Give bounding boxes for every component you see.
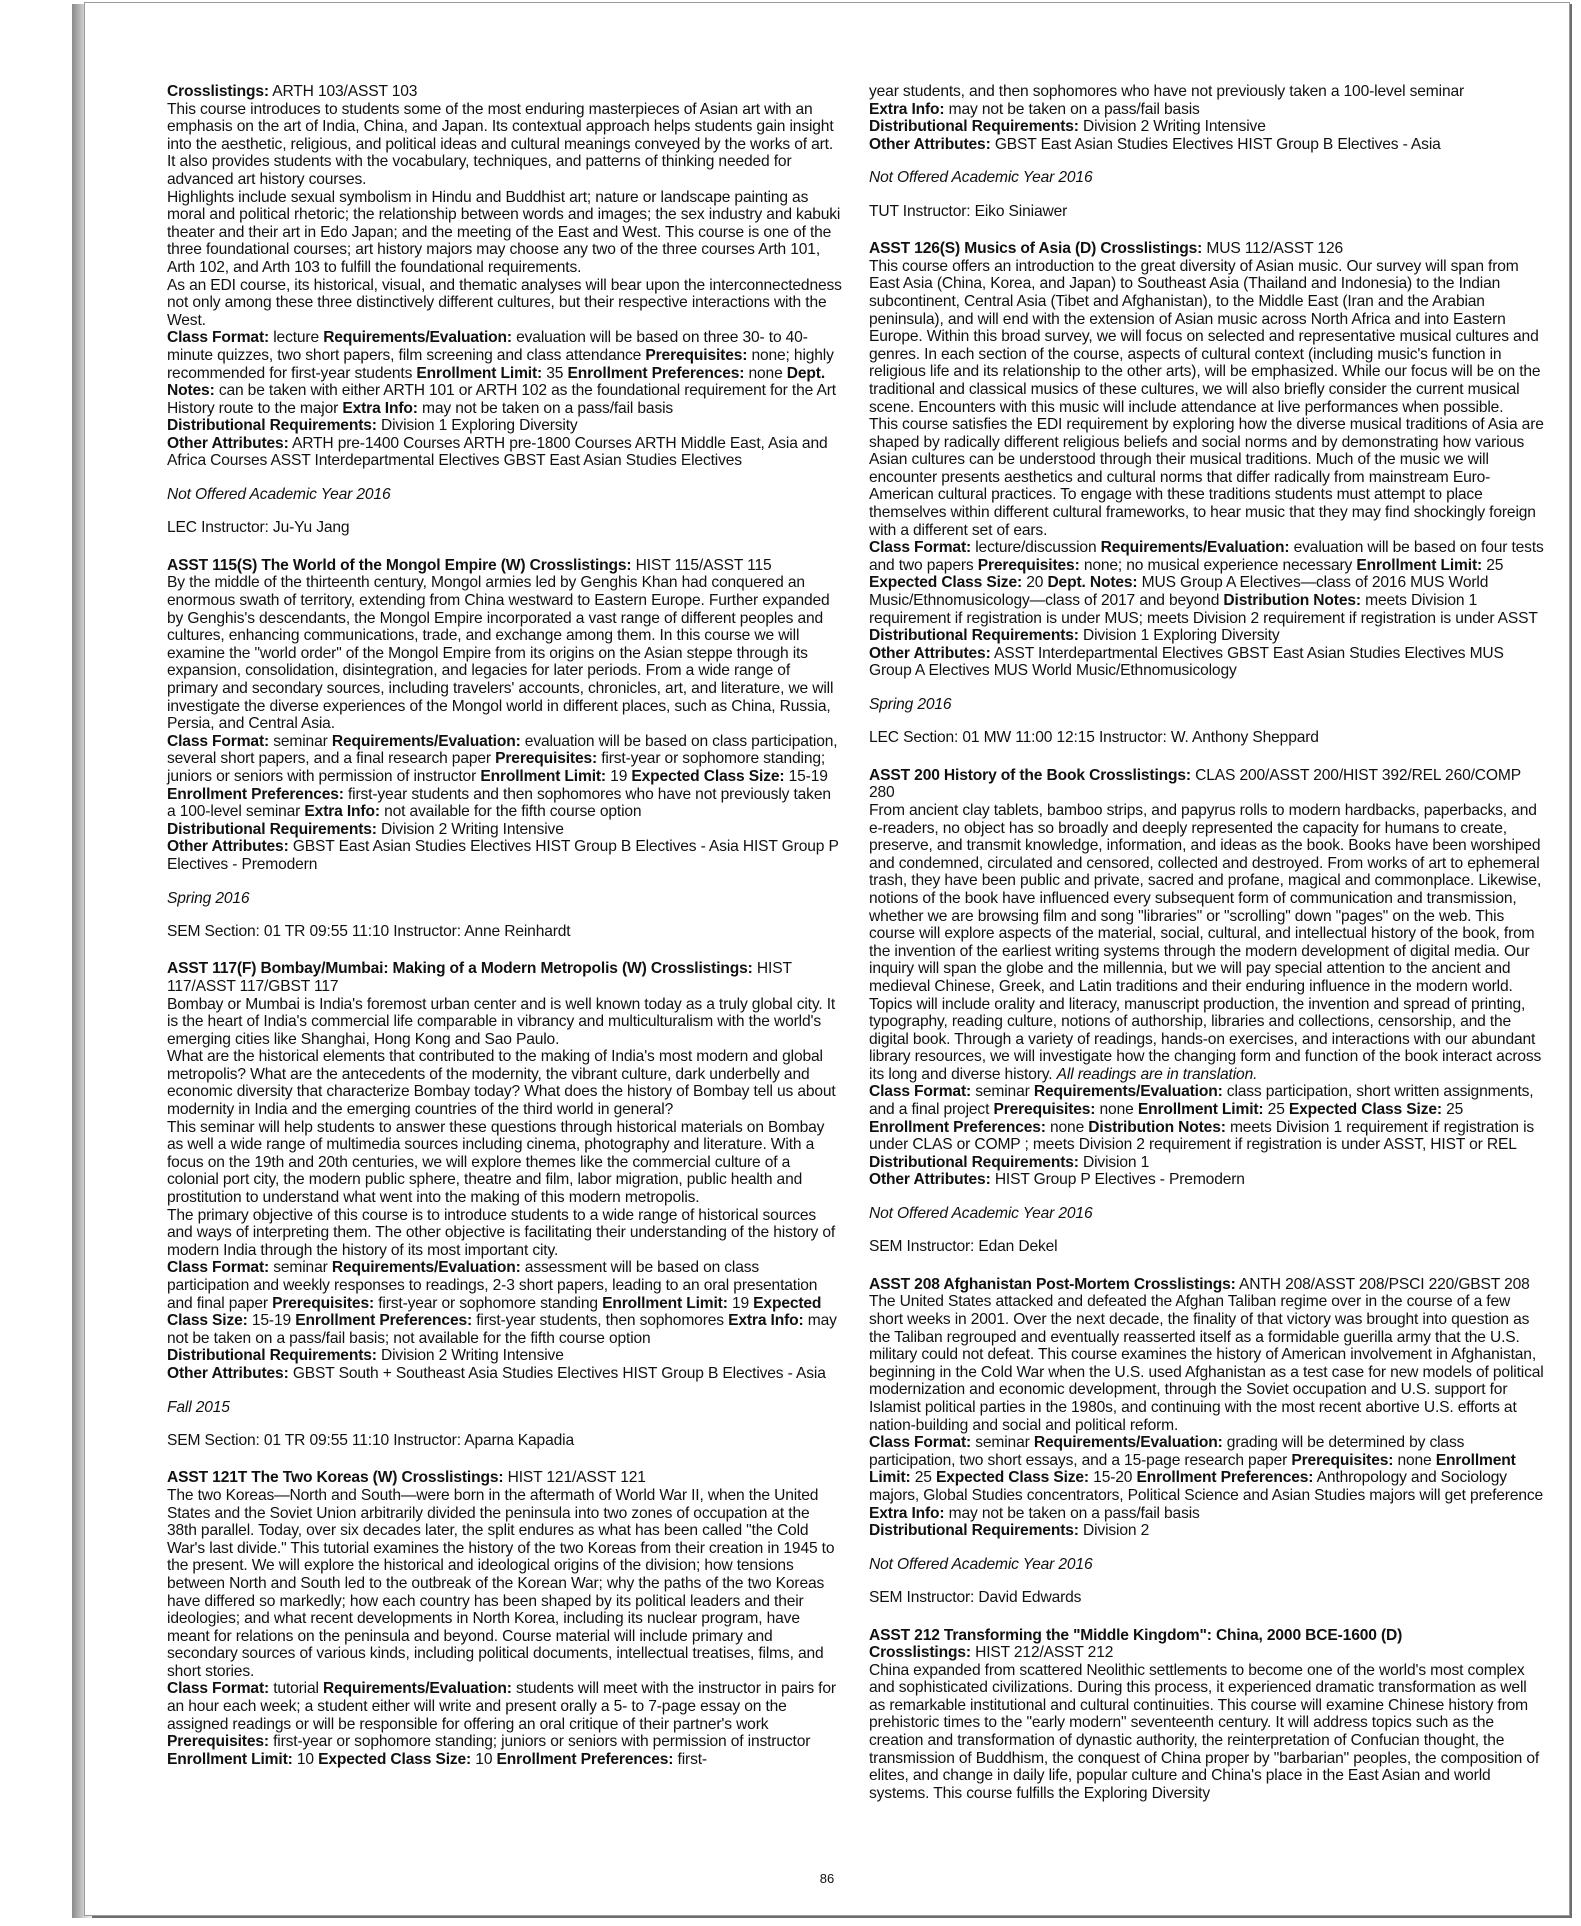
other-attributes: Other Attributes: HIST Group P Electives - Premodern xyxy=(869,1171,1245,1189)
course-details: Class Format: lecture Requirements/Evaluation: evaluation will be based on three 30- to 40-minute quizzes, two short papers, film screening and class attendance Prerequisites: none; highly recommended for first-year students Enrollment Limit: 35 Enrollment Preferences: none Dept. Notes: can be taken with either ARTH 101 or ARTH 102 as the foundational requirement for the Art History route to the major Extra Info: may not be taken on a pass/fail basis xyxy=(167,329,836,417)
course-schedule xyxy=(869,696,1545,747)
course-details: Class Format: seminar Requirements/Evaluation: assessment will be based on class participation and weekly responses to readings, 2-3 short papers, leading to an oral presentation and final paper Prerequisites: first-year or sophomore standing Enrollment Limit: 19 Expected Class Size: 15-19 Enrollment Preferences: first-year students, then sophomores Extra Info: may not be taken on a pass/fail basis; not available for the fifth course option xyxy=(167,1259,837,1347)
section-info: LEC Section: 01 MW 11:00 12:15 Instructor: W. Anthony Sheppard xyxy=(869,729,1319,747)
distributional-requirements: Distributional Requirements: Division 2 xyxy=(869,1522,1150,1540)
course-description: As an EDI course, its historical, visual, and thematic analyses will bear upon the interconnectedness not only among these three distinctively different cultures, but their respective interactions with the West. xyxy=(167,276,842,329)
distributional-requirements: Distributional Requirements: Division 1 Exploring Diversity xyxy=(167,417,578,435)
course-description: From ancient clay tablets, bamboo strips, and papyrus rolls to modern hardbacks, paperbacks, and e-readers, no object has so broadly and deeply represented the capacity for humans to create, preserve, and transmit knowledge, information, and ideas as the book. Books have been worshiped and condemned, circulated and censored, collected and destroyed. From works of art to ephemeral trash, they have been public and private, sacred and profane, magical and commonplace. Likewise, notions of the book have influenced every subsequent form of communication and transmission, whether we are browsing film and song "libraries" or "scrolling" down "pages" on the web. This course will explore aspects of the material, social, cultural, and intellectual history of the book, from the invention of the earliest writing systems through the modern development of digital media. Our inquiry will span the globe and the millennia, but we will pay special attention to the ancient and medieval Chinese, Greek, and Latin traditions and their enduring influence in the modern world. Topics will include orality and literacy, manuscript production, the invention and spread of printing, typography, reading culture, notions of authorship, libraries and collections, censorship, and the digital book. Through a variety of readings, hands-on exercises, and interactions with our abundant library resources, we will investigate how the changing form and function of the book interact across its long and diverse history. All readings are in translation. xyxy=(869,801,1542,1083)
course-asst208: ASST 208 Afghanistan Post-Mortem Crosslistings: ANTH 208/ASST 208/PSCI 220/GBST 208 The United States attacked and defeated the Afghan Taliban regime over in the course of a few short weeks in 2001. Over the next decade, the finality of that victory was brought into question as the Taliban regrouped and eventually reasserted itself as a formidable guerilla army that the U.S. military could not defeat. This course examines the history of American involvement in Afghanistan, beginning in the Cold War when the U.S. used Afghanistan as a test case for new models of political modernization and economic development, through the Soviet occupation and U.S. support for Islamist political parties in the 1980s, and continuing with the most recent abortive U.S. efforts at nation-building and social and political reform. Class Format: seminar Requirements/Evaluation: grading will be determined by class participation, two short essays, and a 15-page research paper Prerequisites: none Enrollment Limit: 25 Expected Class Size: 15-20 Enrollment Preferences: Anthropology and Sociology majors, Global Studies concentrators, Political Science and Asian Studies majors will get preference Extra Info: may not be taken on a pass/fail basis Distributional Requirements: Division 2 xyxy=(869,1275,1544,1540)
other-attributes: Other Attributes: ASST Interdepartmental Electives GBST East Asian Studies Electives MUS Group A Electives MUS World Music/Ethnomusicology xyxy=(869,644,1504,680)
course-details: Class Format: seminar Requirements/Evaluation: class participation, short written assignments, and a final project Prerequisites: none Enrollment Limit: 25 Expected Class Size: 25 Enrollment Preferences: none Distribution Notes: meets Division 1 requirement if registration is under CLAS or COMP ; meets Division 2 requirement if registration is under ASST, HIST or REL xyxy=(869,1083,1535,1154)
course-details: Class Format: seminar Requirements/Evaluation: evaluation will be based on class participation, several short papers, and a final research paper Prerequisites: first-year or sophomore standing; juniors or seniors with permission of instructor Enrollment Limit: 19 Expected Class Size: 15-19 Enrollment Preferences: first-year students and then sophomores who have not previously taken a 100-level seminar Extra Info: not available for the fifth course option xyxy=(167,732,838,821)
distributional-requirements: Distributional Requirements: Division 1 xyxy=(869,1153,1150,1171)
course-asst126: ASST 126(S) Musics of Asia (D) Crosslistings: MUS 112/ASST 126 This course offers an introduction to the great diversity of Asian music. Our survey will span from East Asia (China, Korea, and Japan) to Southeast Asia (Thailand and Indonesia) to the Indian subcontinent, Central Asia (Tibet and Afghanistan), to the Middle East (Iran and the Arabian peninsula), and will end with the extension of Asian music across North Africa and into Eastern Europe. Within this broad survey, we will focus on selected and representative musical cultures and genres. In each section of the course, aspects of cultural context (including music's function in religious life and its relationship to the other arts), will be emphasized. While our focus will be on the traditional and classical musics of these cultures, we will also briefly consider the current musical scene. Encounters with this music will include attendance at live performances when possible. This course satisfies the EDI requirement by exploring how the diverse musical traditions of Asia are shaped by radically different religious beliefs and social norms and by demonstrating how various Asian cultures can be understood through their musical traditions. Much of the music we will encounter presents aesthetics and cultural norms that differ radically from mainstream Euro-American cultural practices. To engage with these traditions students must attempt to place themselves within different cultural frameworks, to hear music that they may find shockingly foreign with a different set of ears. Class Format: lecture/discussion Requirements/Evaluation: evaluation will be based on four tests and two papers Prerequisites: none; no musical experience necessary Enrollment Limit: 25 Expected Class Size: 20 Dept. Notes: MUS Group A Electives—class of 2016 MUS World Music/Ethnomusicology—class of 2017 and beyond Distribution Notes: meets Division 1 requirement if registration is under MUS; meets Division 2 requirement if registration is under ASST Distributional Requirements: Division 1 Exploring Diversity Other Attributes: ASST Interdepartmental Electives GBST East Asian Studies Electives MUS Group A Electives MUS World Music/Ethnomusicology xyxy=(869,240,1544,680)
page-number: 86 xyxy=(819,1871,835,1886)
course-title: ASST 126(S) Musics of Asia (D) xyxy=(869,240,1097,258)
course-schedule xyxy=(869,169,1545,220)
course-description: This course offers an introduction to the great diversity of Asian music. Our survey will span from East Asia (China, Korea, and Japan) to Southeast Asia (Thailand and Indonesia) to the Indian subcontinent, Central Asia (Tibet and Afghanistan), to the Middle East (Iran and the Arabian peninsula), and will end with the extension of Asian music across North Africa and into Eastern Europe. Within this broad survey, we will focus on selected and representative musical cultures and genres. In each section of the course, aspects of cultural context (including music's function in religious life and its relationship to the other arts), will be emphasized. While our focus will be on the traditional and classical musics of these cultures, we will also briefly consider the current musical scene. Encounters with this music will include attendance at live performances when possible. xyxy=(869,257,1541,416)
course-schedule xyxy=(167,890,843,941)
course-description: This course introduces to students some of the most enduring masterpieces of Asian art with an emphasis on the art of India, China, and Japan. Its contextual approach helps students gain insight into the aesthetic, religious, and political ideas and cultural meanings conveyed by the works of art. It also provides students with the vocabulary, techniques, and patterns of thinking needed for advanced art history courses. xyxy=(167,100,834,188)
course-asst115: ASST 115(S) The World of the Mongol Empire (W) Crosslistings: HIST 115/ASST 115 By the middle of the thirteenth century, Mongol armies led by Genghis Khan had conquered an enormous swath of territory, extending from China westward to Eastern Europe. Further expanded by Genghis's descendants, the Mongol Empire incorporated a vast range of different peoples and cultures, enhancing communications, trade, and exchange among them. In this course we will examine the "world order" of the Mongol Empire from its origins on the Asian steppe through its expansion, consolidation, disintegration, and legacies for later periods. From a wide range of primary and secondary sources, including travelers' accounts, chronicles, art, and literature, we will investigate the diverse experiences of the Mongol world in different places, such as China, Russia, Persia, and Central Asia. Class Format: seminar Requirements/Evaluation: evaluation will be based on class participation, several short papers, and a final research paper Prerequisites: first-year or sophomore standing; juniors or seniors with permission of instructor Enrollment Limit: 19 Expected Class Size: 15-19 Enrollment Preferences: first-year students and then sophomores who have not previously taken a 100-level seminar Extra Info: not available for the fifth course option Distributional Requirements: Division 2 Writing Intensive Other Attributes: GBST East Asian Studies Electives HIST Group B Electives - Asia HIST Group P Electives - Premodern xyxy=(167,557,843,874)
course-details: Class Format: seminar Requirements/Evaluation: grading will be determined by class participation, two short essays, and a 15-page research paper Prerequisites: none Enrollment Limit: 25 Expected Class Size: 15-20 Enrollment Preferences: Anthropology and Sociology majors, Global Studies concentrators, Political Science and Asian Studies majors will get preference Extra Info: may not be taken on a pass/fail basis xyxy=(869,1434,1544,1522)
course-title: ASST 208 Afghanistan Post-Mortem xyxy=(869,1275,1130,1293)
course-description: The two Koreas—North and South—were born in the aftermath of World War II, when the United States and the Soviet Union arbitrarily divided the peninsula into two zones of occupation at the 38th parallel. Today, over six decades later, the split endures as what has been called "the Cold War's last divide." This tutorial examines the history of the two Koreas from their creation in 1945 to the present. We will explore the historical and ideological origins of the division; how tensions between North and South led to the outbreak of the Korean War; why the paths of the two Koreas have differed so markedly; how each country has been shaped by its political leaders and their ideologies; and what recent developments in North Korea, including its nuclear program, have meant for relations on the peninsula and beyond. Course material will include primary and secondary sources of various kinds, including political documents, intellectual treatises, films, and short stories. xyxy=(167,1486,835,1680)
right-column xyxy=(869,83,1545,1818)
course-details: year students, and then sophomores who have not previously taken a 100-level seminar xyxy=(869,83,1465,100)
course-title: ASST 212 Transforming the "Middle Kingdom": China, 2000 BCE-1600 (D) xyxy=(869,1626,1403,1644)
crosslist-value: ARTH 103/ASST 103 xyxy=(272,83,418,100)
term: Spring 2016 xyxy=(167,889,250,907)
other-attributes: Other Attributes: GBST East Asian Studies Electives HIST Group B Electives - Asia xyxy=(869,135,1441,153)
distributional-requirements: Distributional Requirements: Division 2 Writing Intensive xyxy=(167,1347,564,1365)
distributional-requirements: Distributional Requirements: Division 2 Writing Intensive xyxy=(869,118,1266,136)
term: Not Offered Academic Year 2016 xyxy=(167,486,391,504)
section-info: LEC Instructor: Ju-Yu Jang xyxy=(167,519,350,537)
course-asst121: ASST 121T The Two Koreas (W) Crosslistings: HIST 121/ASST 121 The two Koreas—North and South—were born in the aftermath of World War II, when the United States and the Soviet Union arbitrarily divided the peninsula into two zones of occupation at the 38th parallel. Today, over six decades later, the split endures as what has been called "the Cold War's last divide." This tutorial examines the history of the two Koreas from their creation in 1945 to the present. We will explore the historical and ideological origins of the division; how tensions between North and South led to the outbreak of the Korean War; why the paths of the two Koreas have differed so markedly; how each country has been shaped by its political leaders and their ideologies; and what recent developments in North Korea, including its nuclear program, have meant for relations on the peninsula and beyond. Course material will include primary and secondary sources of various kinds, including political documents, intellectual treatises, films, and short stories. Class Format: tutorial Requirements/Evaluation: students will meet with the instructor in pairs for an hour each week; a student either will write and present orally a 5- to 7-page essay on the assigned readings or will be responsible for offering an oral critique of their partner's work Prerequisites: first-year or sophomore standing; juniors or seniors with permission of instructor Enrollment Limit: 10 Expected Class Size: 10 Enrollment Preferences: first- xyxy=(167,1469,843,1768)
course-description: China expanded from scattered Neolithic settlements to become one of the world's most complex and sophisticated civilizations. During this process, it experienced dramatic transformation as well as remarkable institutional and cultural continuities. This course will examine Chinese history from prehistoric times to the "early modern" seventeenth century. It will address topics such as the creation and transformation of dynastic authority, the reinterpretation of Confucian thought, the transmission of Buddhism, the conquest of China proper by "barbarian" peoples, the composition of elites, and change in daily life, popular culture and China's place in the East Asian and world systems. This course fulfills the Exploring Diversity xyxy=(869,1661,1540,1802)
course-title: ASST 117(F) Bombay/Mumbai: Making of a Modern Metropolis (W) xyxy=(167,960,647,978)
course-schedule xyxy=(869,1205,1545,1256)
course-details: Class Format: lecture/discussion Requirements/Evaluation: evaluation will be based on four tests and two papers Prerequisites: none; no musical experience necessary Enrollment Limit: 25 Expected Class Size: 20 Dept. Notes: MUS Group A Electives—class of 2016 MUS World Music/Ethnomusicology—class of 2017 and beyond Distribution Notes: meets Division 1 requirement if registration is under MUS; meets Division 2 requirement if registration is under ASST xyxy=(869,539,1544,627)
other-attributes: Other Attributes: GBST South + Southeast Asia Studies Electives HIST Group B Electives - Asia xyxy=(167,1364,826,1382)
course-description: Highlights include sexual symbolism in Hindu and Buddhist art; nature or landscape painting as moral and political rhetoric; the relationship between words and images; the sex industry and kabuki theater and their art in Edo Japan; and the meeting of the East and West. This course is one of the three foundational courses; art history majors may choose any two of the three courses Arth 101, Arth 102, and Arth 103 to fulfill the foundational requirements. xyxy=(167,188,841,276)
distributional-requirements: Distributional Requirements: Division 1 Exploring Diversity xyxy=(869,627,1280,645)
term: Spring 2016 xyxy=(869,696,952,713)
course-arth103-continued xyxy=(167,83,843,470)
left-column xyxy=(167,83,843,1784)
course-asst117: ASST 117(F) Bombay/Mumbai: Making of a Modern Metropolis (W) Crosslistings: HIST 117/ASST 117/GBST 117 Bombay or Mumbai is India's foremost urban center and is well known today as a truly global city. It is the heart of India's commercial life comparable in vibrancy and multiculturalism with the world's emerging cities like Shanghai, Hong Kong and Sao Paulo. What are the historical elements that contributed to the making of India's most modern and global metropolis? What are the antecedents of the modernity, the vibrant culture, dark underbelly and economic diversity that characterize Bombay today? What does the history of Bombay tell us about modernity in India and the emerging countries of the third world in general? This seminar will help students to answer these questions through historical materials on Bombay as well a wide range of multimedia sources including cinema, photography and literature. With a focus on the 19th and 20th centuries, we will explore themes like the commercial culture of a colonial port city, the modern public sphere, theatre and film, labor migration, public health and prostitution to understand what went into the making of this modern metropolis. The primary objective of this course is to introduce students to a wide range of historical sources and ways of interpreting them. The other objective is facilitating their understanding of the history of modern India through the history of its most important city. Class Format: seminar Requirements/Evaluation: assessment will be based on class participation and weekly responses to readings, 2-3 short papers, leading to an oral presentation and final paper Prerequisites: first-year or sophomore standing Enrollment Limit: 19 Expected Class Size: 15-19 Enrollment Preferences: first-year students, then sophomores Extra Info: may not be taken on a pass/fail basis; not available for the fifth course option Distributional Requirements: Division 2 Writing Intensive Other Attributes: GBST South + Southeast Asia Studies Electives HIST Group B Electives - Asia xyxy=(167,960,843,1382)
course-asst121-continued xyxy=(869,83,1545,153)
course-details: Extra Info: may not be taken on a pass/fail basis xyxy=(869,100,1200,118)
course-description: This course satisfies the EDI requirement by exploring how the diverse musical traditions of Asia are shaped by radically different religious beliefs and social norms and by demonstrating how various Asian cultures can be understood through their musical traditions. Much of the music we will encounter presents aesthetics and cultural norms that differ radically from mainstream Euro-American cultural practices. To engage with these traditions students must attempt to place themselves within different cultural frameworks, to hear music that they may find shockingly foreign with a different set of ears. xyxy=(869,416,1544,539)
course-asst200: ASST 200 History of the Book Crosslistings: CLAS 200/ASST 200/HIST 392/REL 260/COMP 280 From ancient clay tablets, bamboo strips, and papyrus rolls to modern hardbacks, paperbacks, and e-readers, no object has so broadly and deeply represented the capacity for humans to create, preserve, and transmit knowledge, information, and ideas as the book. Books have been worshiped and condemned, circulated and censored, collected and destroyed. From works of art to ephemeral trash, they have been public and private, sacred and profane, magical and commonplace. Likewise, notions of the book have influenced every subsequent form of communication and transmission, whether we are browsing film and song "libraries" or "scrolling" down "pages" on the web. This course will explore aspects of the material, social, cultural, and intellectual history of the book, from the invention of the earliest writing systems through the modern development of digital media. Our inquiry will span the globe and the millennia, but we will pay special attention to the ancient and medieval Chinese, Greek, and Latin traditions and their enduring influence in the modern world. Topics will include orality and literacy, manuscript production, the invention and spread of printing, typography, reading culture, notions of authorship, libraries and collections, censorship, and the digital book. Through a variety of readings, hands-on exercises, and interactions with our abundant library resources, we will investigate how the changing form and function of the book interact across its long and diverse history. All readings are in translation. Class Format: seminar Requirements/Evaluation: class participation, short written assignments, and a final project Prerequisites: none Enrollment Limit: 25 Expected Class Size: 25 Enrollment Preferences: none Distribution Notes: meets Division 1 requirement if registration is under CLAS or COMP ; meets Division 2 requirement if registration is under ASST, HIST or REL Distributional Requirements: Division 1 Other Attributes: HIST Group P Electives - Premodern xyxy=(869,767,1545,1189)
term: Not Offered Academic Year 2016 xyxy=(869,1555,1093,1573)
course-title: ASST 200 History of the Book xyxy=(869,766,1085,784)
section-info: SEM Section: 01 TR 09:55 11:10 Instructor: Aparna Kapadia xyxy=(167,1431,574,1449)
course-description: Bombay or Mumbai is India's foremost urban center and is well known today as a truly global city. It is the heart of India's commercial life comparable in vibrancy and multiculturalism with the world's emerging cities like Shanghai, Hong Kong and Sao Paulo. xyxy=(167,995,836,1048)
course-description: The primary objective of this course is to introduce students to a wide range of historical sources and ways of interpreting them. The other objective is facilitating their understanding of the history of modern India through the history of its most important city. xyxy=(167,1206,836,1259)
course-details: Class Format: tutorial Requirements/Evaluation: students will meet with the instructor in pairs for an hour each week; a student either will write and present orally a 5- to 7-page essay on the assigned readings or will be responsible for offering an oral critique of their partner's work Prerequisites: first-year or sophomore standing; juniors or seniors with permission of instructor Enrollment Limit: 10 Expected Class Size: 10 Enrollment Preferences: first- xyxy=(167,1680,836,1768)
section-info: SEM Instructor: David Edwards xyxy=(869,1588,1082,1606)
course-title: ASST 115(S) The World of the Mongol Empire (W) xyxy=(167,556,526,574)
course-description: By the middle of the thirteenth century, Mongol armies led by Genghis Khan had conquered an enormous swath of territory, extending from China westward to Eastern Europe. Further expanded by Genghis's descendants, the Mongol Empire incorporated a vast range of different peoples and cultures, enhancing communications, trade, and exchange among them. In this course we will examine the "world order" of the Mongol Empire from its origins on the Asian steppe through its expansion, consolidation, disintegration, and legacies for later periods. From a wide range of primary and secondary sources, including travelers' accounts, chronicles, art, and literature, we will investigate the diverse experiences of the Mongol world in different places, such as China, Russia, Persia, and Central Asia. xyxy=(167,574,834,733)
section-info: TUT Instructor: Eiko Siniawer xyxy=(869,202,1068,220)
other-attributes: Other Attributes: GBST East Asian Studies Electives HIST Group B Electives - Asia HIST Group P Electives - Premodern xyxy=(167,838,839,873)
section-info: SEM Section: 01 TR 09:55 11:10 Instructor: Anne Reinhardt xyxy=(167,922,571,940)
other-attributes: Other Attributes: ARTH pre-1400 Courses ARTH pre-1800 Courses ARTH Middle East, Asia and Africa Courses ASST Interdepartmental Electives GBST East Asian Studies Electives xyxy=(167,434,828,470)
section-info: SEM Instructor: Edan Dekel xyxy=(869,1238,1058,1256)
crosslist-label: Crosslistings: xyxy=(167,83,269,100)
course-asst212: ASST 212 Transforming the "Middle Kingdom": China, 2000 BCE-1600 (D) Crosslistings: HIST 212/ASST 212 China expanded from scattered Neolithic settlements to become one of the world's most complex and sophisticated civilizations. During this process, it experienced dramatic transformation as well as remarkable institutional and cultural continuities. This course will examine Chinese history from prehistoric times to the "early modern" seventeenth century. It will address topics such as the creation and transformation of dynastic authority, the reinterpretation of Confucian thought, the transmission of Buddhism, the conquest of China proper by "barbarian" peoples, the composition of elites, and change in daily life, popular culture and China's place in the East Asian and world systems. This course fulfills the Exploring Diversity xyxy=(869,1627,1545,1803)
course-schedule xyxy=(167,1399,843,1450)
course-description: What are the historical elements that contributed to the making of India's most modern and global metropolis? What are the antecedents of the modernity, the vibrant culture, dark underbelly and economic diversity that characterize Bombay today? What does the history of Bombay tell us about modernity in India and the emerging countries of the third world in general? xyxy=(167,1048,836,1119)
distributional-requirements: Distributional Requirements: Division 2 Writing Intensive xyxy=(167,820,564,838)
course-title: ASST 121T The Two Koreas (W) xyxy=(167,1469,398,1487)
term: Not Offered Academic Year 2016 xyxy=(869,1205,1093,1223)
course-schedule xyxy=(167,486,843,537)
course-description: This seminar will help students to answer these questions through historical materials on Bombay as well a wide range of multimedia sources including cinema, photography and literature. With a focus on the 19th and 20th centuries, we will explore themes like the commercial culture of a colonial port city, the modern public sphere, theatre and film, labor migration, public health and prostitution to understand what went into the making of this modern metropolis. xyxy=(167,1118,825,1207)
term: Not Offered Academic Year 2016 xyxy=(869,169,1093,187)
term: Fall 2015 xyxy=(167,1398,230,1416)
course-schedule xyxy=(869,1556,1545,1607)
course-description: The United States attacked and defeated the Afghan Taliban regime over in the course of a few short weeks in 2001. Over the next decade, the finality of that victory was brought into question as the Taliban regrouped and eventually reasserted itself as a formidable guerilla army that the U.S. military could not defeat. This course examines the history of American involvement in Afghanistan, beginning in the Cold War when the U.S. used Afghanistan as a test case for new models of political modernization and economic development, through the Soviet occupation and U.S. support for Islamist political parties in the 1980s, and continuing with the most recent abortive U.S. efforts at nation-building and social and political reform. xyxy=(869,1293,1544,1434)
catalog-page xyxy=(84,2,1570,1916)
